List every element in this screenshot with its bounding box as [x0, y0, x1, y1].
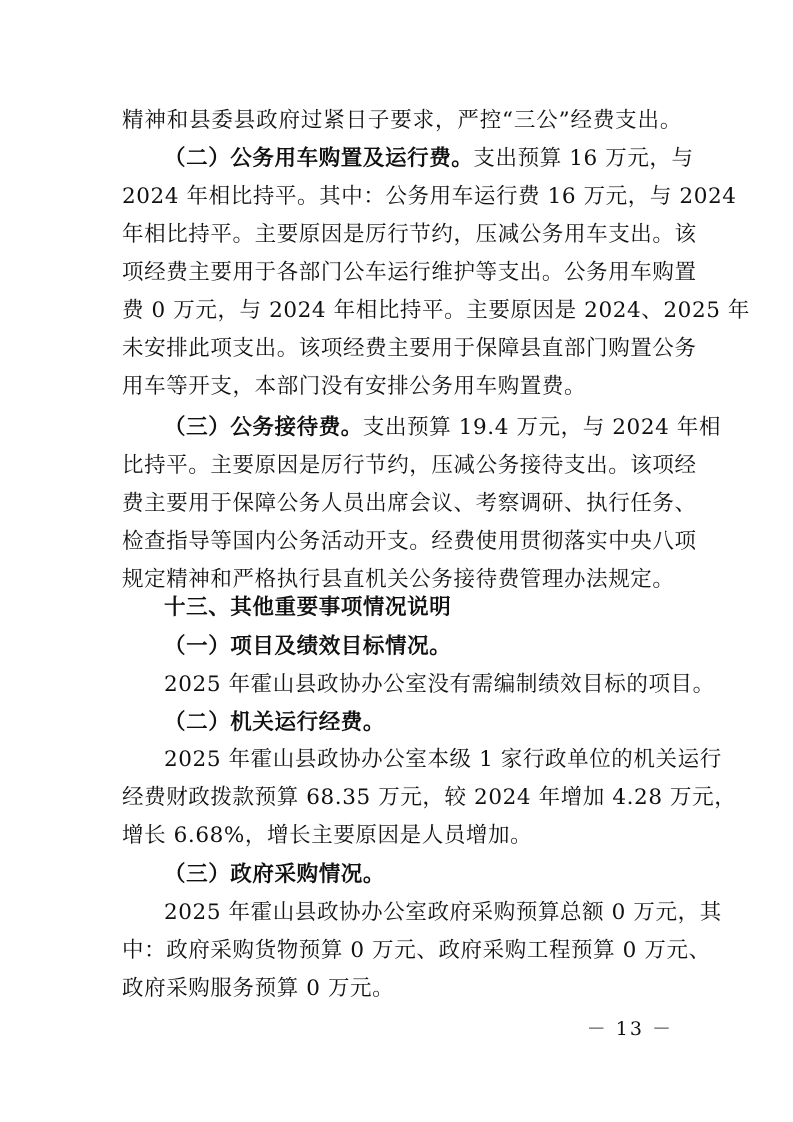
subsection-heading: （三）政府采购情况。	[164, 862, 386, 887]
paragraph-line: 精神和县委县政府过紧日子要求，严控“三公”经费支出。	[122, 108, 682, 133]
section-heading: （二）公务用车购置及运行费。	[164, 146, 474, 171]
paragraph-line	[164, 413, 722, 443]
section-title: 十三、其他重要事项情况说明	[164, 595, 452, 620]
paragraph-line: 2024 年相比持平。其中：公务用车运行费 16 万元，与 2024	[122, 184, 737, 209]
section-text: 支出预算 16 万元，与	[473, 146, 694, 171]
paragraph-line: 经费财政拨款预算 68.35 万元，较 2024 年增加 4.28 万元，	[122, 785, 737, 810]
paragraph-line: 检查指导等国内公务活动开支。经费使用贯彻落实中央八项	[122, 529, 697, 554]
paragraph-line: 规定精神和严格执行县直机关公务接待费管理办法规定。	[122, 567, 675, 592]
paragraph-line: 项经费主要用于各部门公车运行维护等支出。公务用车购置	[122, 260, 697, 285]
paragraph-line: 用车等开支，本部门没有安排公务用车购置费。	[122, 374, 587, 399]
section-text: 支出预算 19.4 万元，与 2024 年相	[362, 415, 722, 440]
paragraph-line	[164, 144, 694, 174]
section-heading: （三）公务接待费。	[164, 415, 363, 440]
paragraph-line: 费主要用于保障公务人员出席会议、考察调研、执行任务、	[122, 491, 697, 516]
subsection-heading: （二）机关运行经费。	[164, 710, 386, 735]
paragraph-line: 2025 年霍山县政协办公室政府采购预算总额 0 万元，其	[164, 900, 722, 925]
paragraph-line: 未安排此项支出。该项经费主要用于保障县直部门购置公务	[122, 336, 697, 361]
paragraph-line: 增长 6.68%，增长主要原因是人员增加。	[122, 823, 533, 848]
paragraph-line: 年相比持平。主要原因是厉行节约，压减公务用车支出。该	[122, 222, 697, 247]
paragraph-line: 2025 年霍山县政协办公室没有需编制绩效目标的项目。	[164, 672, 715, 697]
paragraph-line: 比持平。主要原因是厉行节约，压减公务接待支出。该项经	[122, 453, 697, 478]
paragraph-line: 费 0 万元，与 2024 年相比持平。主要原因是 2024、2025 年	[122, 298, 751, 323]
subsection-heading: （一）项目及绩效目标情况。	[164, 634, 452, 659]
paragraph-line: 中：政府采购货物预算 0 万元、政府采购工程预算 0 万元、	[122, 938, 711, 963]
paragraph-line: 2025 年霍山县政协办公室本级 1 家行政单位的机关运行	[164, 747, 722, 772]
paragraph-line: 政府采购服务预算 0 万元。	[122, 976, 395, 1001]
page-number: － 13 －	[586, 1018, 673, 1040]
